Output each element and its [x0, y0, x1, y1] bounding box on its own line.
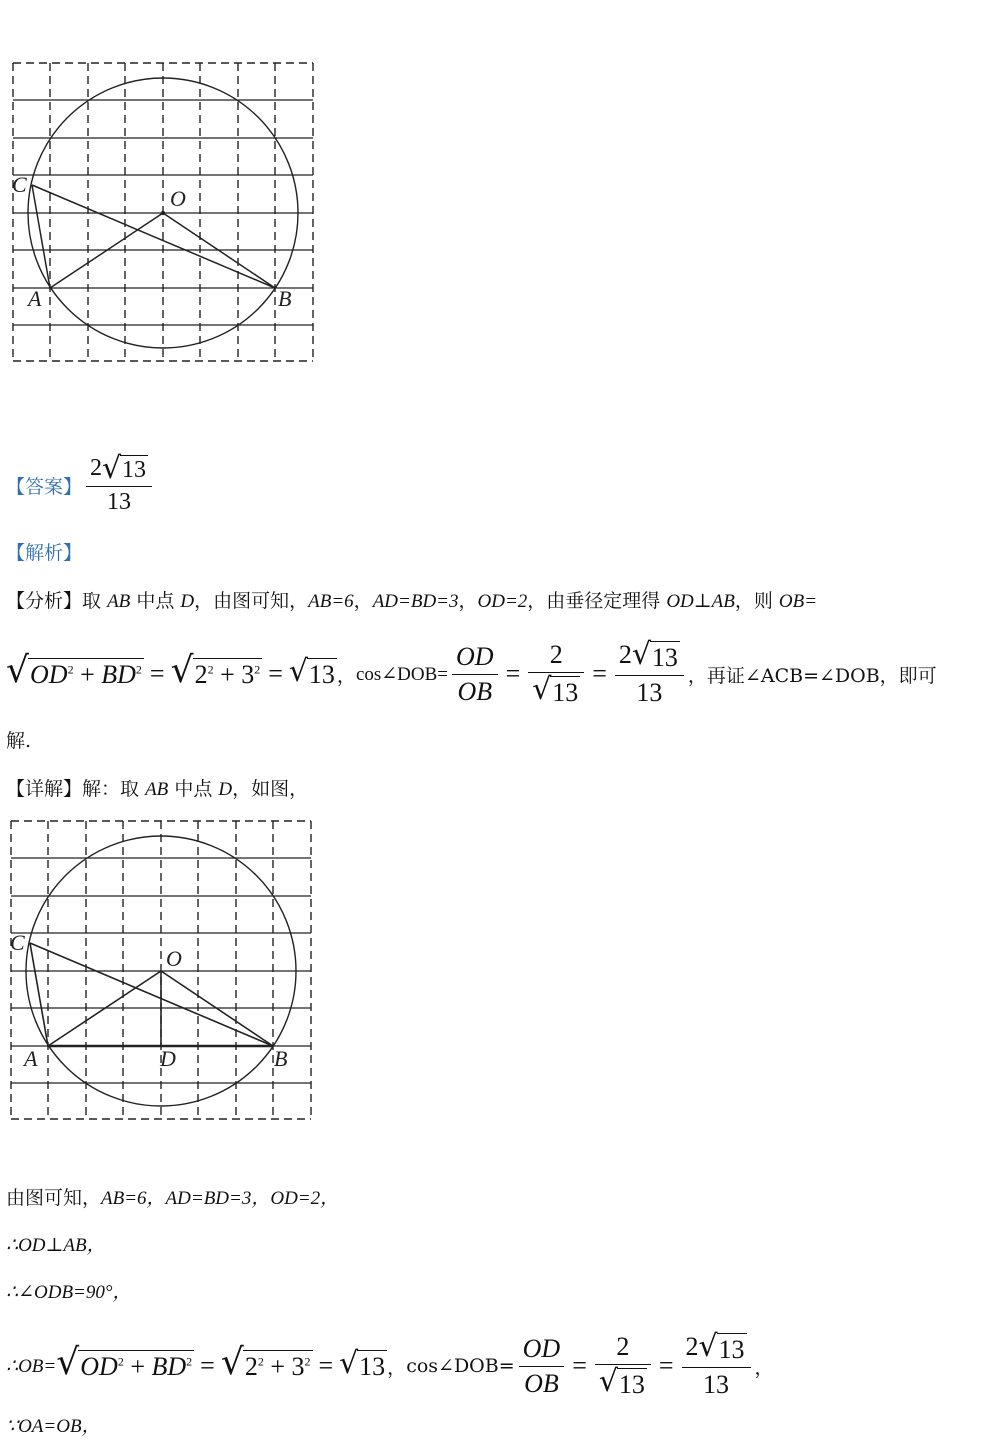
figure-2-label-d: D [160, 1046, 176, 1071]
figure-1-label-c: C [12, 172, 27, 197]
step4-sq1: 2 [117, 1354, 124, 1369]
step4-sqrt-sum: √ $OD^2 + BD^2$ [56, 1342, 193, 1383]
formula1-f1den: OB [457, 676, 493, 706]
formula1-tail: ，再证∠ACB=∠DOB，即可 [687, 664, 937, 687]
fenxi-line [6, 588, 817, 615]
figure-1 [10, 60, 316, 366]
answer-sqrt: √ 13 [102, 450, 147, 486]
jie-end: 解. [6, 730, 32, 752]
step4-res: 13 [359, 1352, 386, 1381]
formula1-sq4: 2 [254, 662, 261, 677]
step4-sq2: 2 [186, 1354, 193, 1369]
answer-den: 13 [107, 488, 132, 515]
formula1-frac1 [452, 642, 498, 707]
step4-eq2: = [318, 1351, 334, 1380]
step4-plus: + [123, 1352, 152, 1381]
figure-2 [8, 818, 314, 1124]
step4-f2den: 13 [618, 1370, 645, 1400]
figure-1-label-a: A [28, 286, 42, 311]
formula1-comma: ， [336, 664, 356, 687]
formula1-sqrt-sum: √ $OD^2 + BD^2$ [6, 650, 142, 691]
fenxi-sep2: ， [458, 590, 478, 612]
fenxi-text3: ，由图可知， [194, 590, 309, 612]
formula1-bd: BD [101, 660, 136, 689]
xiangjie-tag: 【详解】 [6, 778, 83, 800]
fenxi-ob: OB= [778, 591, 818, 612]
formula1-f2den: 13 [552, 678, 579, 708]
formula1-res: 13 [308, 660, 335, 689]
formula-line-1 [6, 632, 937, 716]
formula1-frac3: 2 √ 13 13 [615, 640, 684, 708]
step4-end: ， [754, 1356, 774, 1379]
step4-f2num: 2 [595, 1332, 651, 1365]
fenxi-eq3: OD=2 [477, 591, 528, 612]
figure-1-label-b: B [278, 286, 292, 311]
xiangjie-d: D [218, 779, 233, 800]
fenxi-text1: 取 [82, 590, 108, 612]
step4-f1num: OD [519, 1334, 565, 1367]
formula1-a: 2 [194, 660, 208, 689]
step4-a: 2 [244, 1352, 258, 1381]
formula1-f2num: 2 [528, 640, 584, 673]
figure-2-outer-grid [11, 821, 311, 1119]
formula1-eq1: = [149, 659, 165, 688]
formula1-f3den: 13 [636, 678, 663, 708]
xiangjie-text: 解：取 [82, 778, 146, 800]
fenxi-eq1: AB=6 [308, 591, 354, 612]
answer-num-coef: 2 [90, 454, 103, 481]
step4-sqrt-num: √ $2^2 + 3^2$ [220, 1342, 311, 1383]
fenxi-sep1: ， [353, 590, 373, 612]
formula1-sq1: 2 [67, 662, 74, 677]
answer-fraction [86, 450, 152, 516]
formula1-plus: + [73, 660, 102, 689]
figure-2-label-c: C [10, 930, 25, 955]
step4-plus2: + [263, 1352, 292, 1381]
step4-f3coef: 2 [685, 1331, 699, 1361]
figure-2-label-a: A [24, 1046, 38, 1071]
step4-comma: ， [387, 1356, 407, 1379]
fenxi-text2: 中点 [130, 590, 181, 612]
step4-frac1 [519, 1334, 565, 1399]
formula1-f1num: OD [452, 642, 498, 675]
step4-sq3: 2 [257, 1354, 264, 1369]
step-2: ∴OD⊥AB， [6, 1235, 106, 1256]
answer-line [6, 452, 156, 518]
step-4-pre: ∴OB= [6, 1355, 57, 1377]
step4-f1den: OB [524, 1368, 559, 1398]
step4-f3den: 13 [703, 1370, 730, 1400]
step-3: ∴∠ODB=90°， [6, 1282, 132, 1303]
xiangjie-ab: AB [145, 779, 169, 800]
step4-f3rad: 13 [718, 1335, 745, 1365]
xiangjie-line [6, 776, 308, 803]
formula1-frac2: 2 √ 13 [528, 640, 584, 708]
step4-bd: BD [151, 1352, 187, 1381]
analysis-tag: 【解析】 [6, 542, 83, 564]
formula1-sq2: 2 [135, 662, 142, 677]
formula1-f3coef: 2 [618, 639, 632, 669]
step4-b: 3 [291, 1352, 305, 1381]
step-1-b: AB=6，AD=BD=3，OD=2， [101, 1188, 340, 1209]
step4-eq1: = [200, 1351, 215, 1380]
fenxi-eq2: AD=BD=3 [372, 591, 459, 612]
answer-tag: 【答案】 [6, 475, 83, 498]
step-5: ∵OA=OB， [6, 1416, 101, 1437]
fenxi-perp: OD⊥AB [666, 591, 735, 612]
formula1-plus2: + [213, 660, 242, 689]
fenxi-tag: 【分析】 [6, 590, 83, 612]
xiangjie-text3: ，如图， [232, 778, 309, 800]
figure-2-label-o: O [166, 946, 182, 971]
fenxi-text5: ，则 [734, 590, 779, 612]
step4-eq4: = [658, 1351, 674, 1380]
fenxi-d: D [180, 591, 195, 612]
formula1-eq2: = [268, 659, 283, 688]
step4-cos: cos∠DOB= [406, 1355, 515, 1377]
formula1-sq3: 2 [207, 662, 214, 677]
formula1-eq4: = [592, 659, 607, 688]
formula1-sqrt-num: √ $2^2 + 3^2$ [170, 650, 261, 691]
formula1-b: 3 [241, 660, 255, 689]
fenxi-text4: ，由垂径定理得 [527, 590, 667, 612]
step4-sqrt-res: √ 13 [339, 1346, 386, 1381]
step-1 [6, 1185, 339, 1212]
step-4 [6, 1326, 774, 1406]
figure-1-center-point [161, 211, 165, 215]
step4-eq3: = [572, 1351, 587, 1380]
figure-1-label-o: O [170, 186, 186, 211]
xiangjie-text2: 中点 [168, 778, 219, 800]
step4-frac2: 2 √ 13 [595, 1332, 651, 1400]
fenxi-ab: AB [107, 591, 131, 612]
step-1-a: 由图可知， [6, 1187, 102, 1209]
formula1-eq3: = [505, 659, 521, 688]
formula1-od: OD [30, 660, 68, 689]
formula1-cos: cos∠DOB= [355, 663, 449, 685]
step4-frac3: 2 √ 13 13 [682, 1332, 751, 1400]
step4-sq4: 2 [304, 1354, 311, 1369]
answer-num-rad: 13 [122, 456, 147, 483]
formula1-f3rad: 13 [651, 643, 678, 673]
step4-od: OD [80, 1352, 118, 1381]
figure-2-label-b: B [274, 1046, 288, 1071]
formula1-sqrt-res: √ 13 [288, 654, 335, 689]
